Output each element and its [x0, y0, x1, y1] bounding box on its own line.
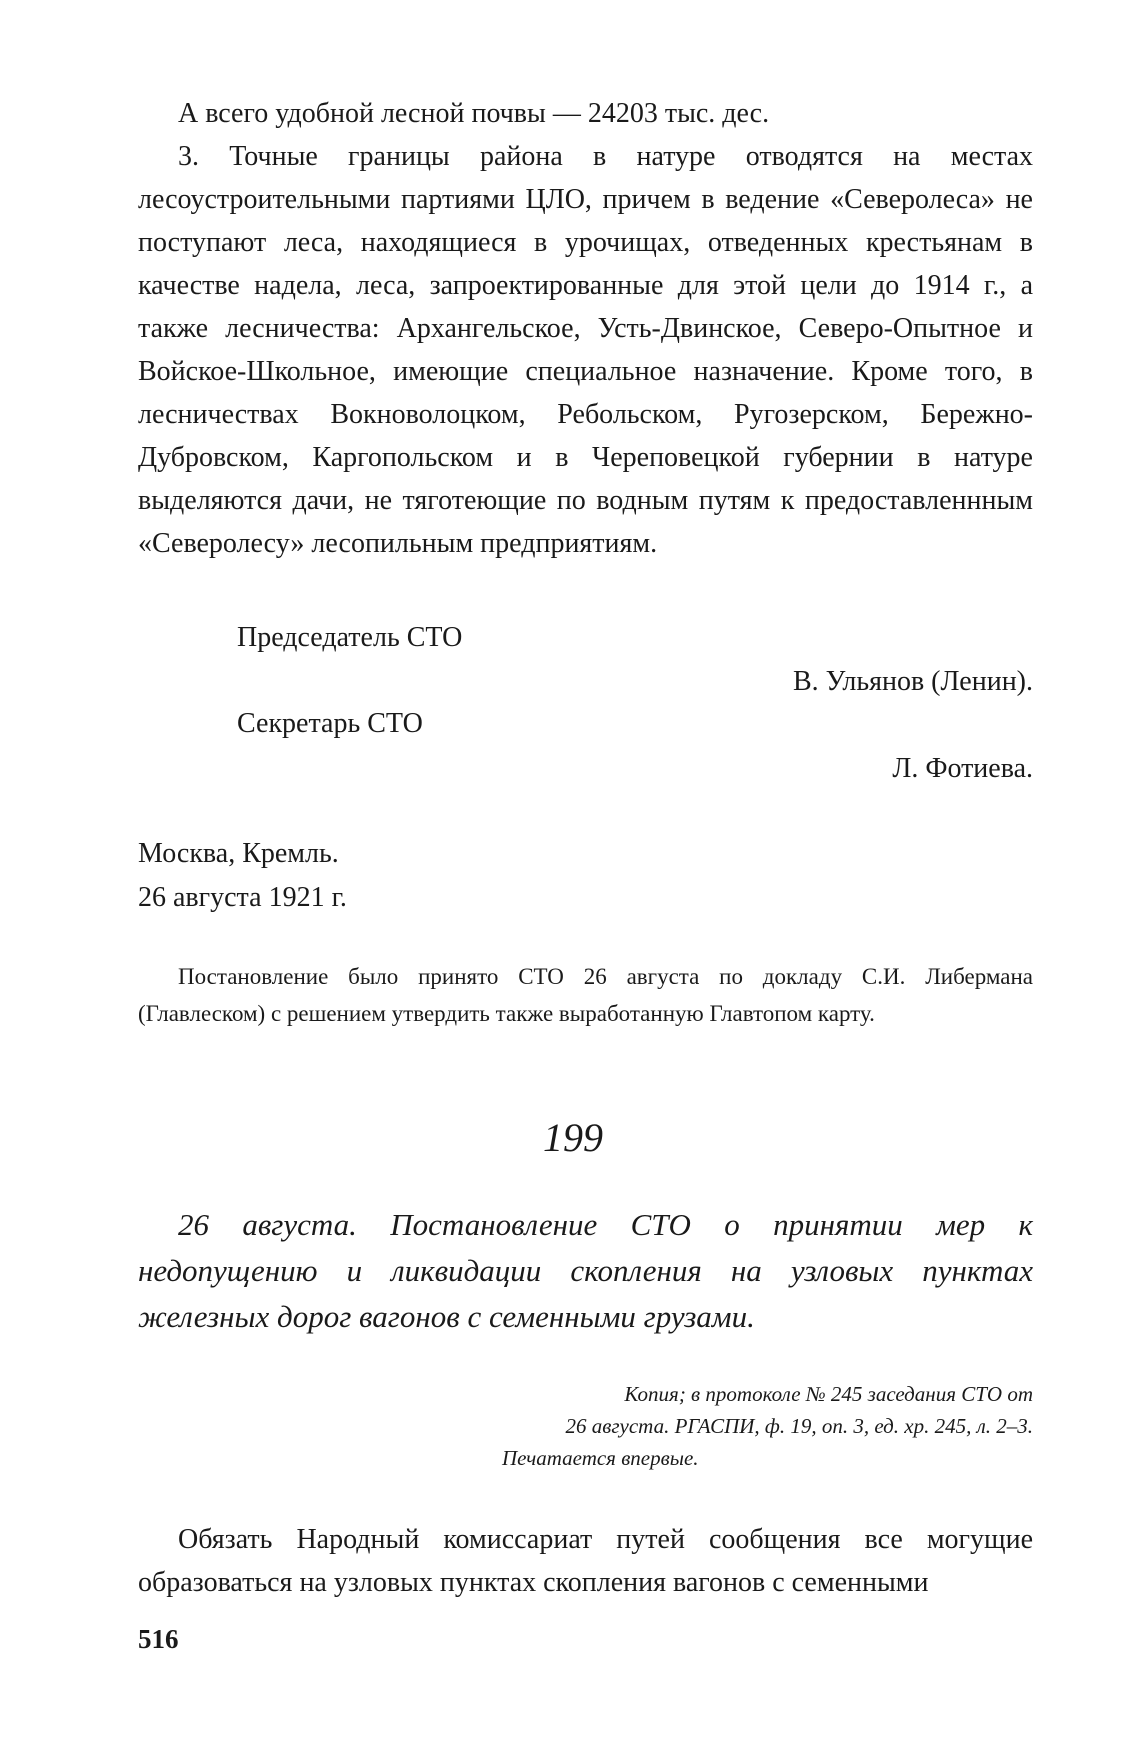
date: 26 августа 1921 г. [138, 882, 347, 913]
document-body [138, 1518, 1033, 1604]
paragraph-boundaries: 3. Точные границы района в натуре отводятся на местах лесоустроительными партиями ЦЛО, причем в ведение «Северолеса» не поступают леса, находящиеся в урочищах, отведенных крестьянам в качестве надела, леса, запроектированные для этой цели до 1914 г., а также лесничества: Архангельское, Усть-Двинское, Северо-Опытное и Войское-Школьное, имеющие специальное назначение. Кроме того, в лесничествах Вокноволоцком, Ребольском, Ругозерском, Бережно-Дубровском, Каргопольском и в Череповецкой губернии в натуре выделяются дачи, не тяготеющие по водным путям к предоставленнным «Северолесу» лесопильным предприятиям. [138, 141, 1033, 559]
page-number: 516 [138, 1624, 179, 1654]
source-line-3: Печатается впервые. [502, 1446, 699, 1470]
place: Москва, Кремль. [138, 838, 339, 869]
chair-signature: В. Ульянов (Ленин). [793, 666, 1033, 697]
document-number: 199 [543, 1115, 603, 1160]
archival-source [460, 1378, 1033, 1474]
document-title: 26 августа. Постановление СТО о принятии мер к недопущению и ликвидации скопления на узловых пунктах железных дорог вагонов с семенными грузами. [138, 1207, 1033, 1334]
source-line-2: 26 августа. РГАСПИ, ф. 19, оп. 3, ед. хр. 245, л. 2–3. [565, 1414, 1033, 1438]
secretary-title: Секретарь СТО [237, 708, 423, 739]
source-line-1: Копия; в протоколе № 245 заседания СТО от [624, 1382, 1033, 1406]
paragraph-total-soil: А всего удобной лесной почвы — 24203 тыс. дес. [178, 98, 770, 129]
paragraph-body: Обязать Народный комиссариат путей сообщения все могущие образоваться на узловых пунктах скопления вагонов с семенными [138, 1524, 1033, 1598]
resolution-text [138, 92, 1033, 565]
chair-title: Председатель СТО [237, 622, 463, 653]
editorial-note: Постановление было принято СТО 26 августа по докладу С.И. Либермана (Главлеском) с решением утвердить также выработанную Главтопом карту. [138, 964, 1033, 1026]
secretary-signature: Л. Фотиева. [892, 753, 1033, 784]
